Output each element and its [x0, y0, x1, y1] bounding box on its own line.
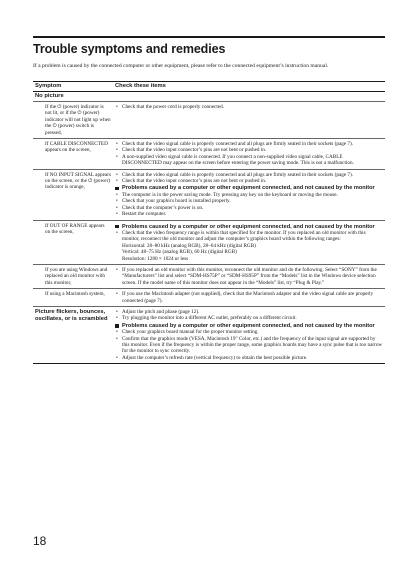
table-row — [33, 306, 385, 363]
table-row — [33, 264, 385, 288]
spec-vertical: Vertical: 48–75 Hz (analog RGB), 60 Hz (digital RGB) — [122, 249, 237, 256]
table-row — [33, 102, 385, 139]
table-row — [33, 139, 385, 170]
header-symptom: Symptom — [33, 82, 113, 92]
category-heading: Problems caused by a computer or other equipment connected, and not caused by the monitor — [115, 323, 383, 329]
section-no-picture: No picture — [33, 92, 385, 102]
remedy-cell — [113, 289, 385, 307]
section-row — [33, 92, 385, 102]
table-header-row — [33, 82, 385, 92]
remedy-item: • Adjust the computer’s refresh rate (vertical frequency) to obtain the best possible picture. — [115, 355, 383, 361]
symptom-cell: If using a Macintosh system, — [33, 289, 113, 307]
remedy-item: • Check that the video input connector’s pins are not bent or pushed in. — [115, 178, 383, 184]
table-row — [33, 169, 385, 220]
symptom-cell: If you are using Windows and replaced an old monitor with this monitor, — [33, 264, 113, 288]
remedy-item: • Check your graphics board manual for the proper monitor setting. — [115, 329, 383, 335]
table-row — [33, 289, 385, 307]
category-heading: Problems caused by a computer or other equipment connected, and not caused by the monitor — [115, 185, 383, 191]
remedy-item: • If you replaced an old monitor with this monitor, reconnect the old monitor and do the following. Select “SONY” from the “Manufacturers” list and select “SDM-HS75P” or “SDM-HS95P” from the “Models” list in the Windows device selection screen. If the model name of this monitor does not appear in the “Models” list, try “Plug & Play.” — [115, 267, 383, 286]
symptom-cell-flicker — [33, 306, 113, 363]
remedy-item: • The computer is in the power saving mode. Try pressing any key on the keyboard or moving the mouse. — [115, 192, 383, 198]
symptom-cell: If NO INPUT SIGNAL appears on the screen, or the ⏻ (power) indicator is orange, — [33, 169, 113, 220]
remedy-cell — [113, 169, 385, 220]
remedy-cell — [113, 306, 385, 363]
spec-horizontal: Horizontal: 28–80 kHz (analog RGB), 28–64 kHz (digital RGB) — [122, 242, 256, 249]
remedy-cell — [113, 264, 385, 288]
title-rule — [33, 36, 385, 38]
header-check: Check these items — [113, 82, 385, 92]
remedy-item: • Check that the video frequency range is within that specified for the monitor. If you replaced an old monitor with this monitor, reconnect the old monitor and adjust the computer’s graphics board within the following ranges: — [115, 230, 383, 243]
remedy-item: • Check that your graphics board is installed properly. — [115, 198, 383, 204]
section-flicker-line1: Picture flickers, bounces, — [35, 308, 106, 315]
section-flicker-line2: oscillates, or is scrambled — [35, 315, 108, 322]
symptom-cell: If OUT OF RANGE appears on the screen, — [33, 220, 113, 264]
remedy-item: • Adjust the pitch and phase (page 12). — [115, 309, 383, 315]
symptom-cell: If CABLE DISCONNECTED appears on the screen, — [33, 139, 113, 170]
remedy-cell — [113, 139, 385, 170]
remedy-item: • Check that the power cord is properly connected. — [115, 104, 383, 110]
intro-text: If a problem is caused by the connected computer or other equipment, please refer to the connected equipment’s instruction manual. — [33, 63, 329, 69]
spec-resolution: Resolution: 1280 × 1024 or less — [122, 255, 189, 262]
troubleshooting-table — [33, 81, 385, 364]
page-title: Trouble symptoms and remedies — [33, 42, 226, 56]
remedy-cell — [113, 102, 385, 139]
remedy-item: • Check that the video signal cable is properly connected and all plugs are firmly seated in their sockets (page 7). — [115, 172, 383, 178]
table-row — [33, 220, 385, 264]
remedy-item: • Check that the computer’s power is on. — [115, 205, 383, 211]
category-heading: Problems caused by a computer or other equipment connected, and not caused by the monitor — [115, 224, 383, 230]
remedy-item: • Restart the computer. — [115, 211, 383, 217]
remedy-item: • Check that the video input connector’s pins are not bent or pushed in. — [115, 147, 383, 153]
remedy-item: • If you use the Macintosh adapter (not supplied), check that the Macintosh adapter and the video signal cable are properly connected (page 7). — [115, 291, 383, 304]
page-number: 18 — [33, 534, 47, 548]
remedy-cell — [113, 220, 385, 264]
remedy-item: • Check that the video signal cable is properly connected and all plugs are firmly seated in their sockets (page 7). — [115, 141, 383, 147]
remedy-item: • Confirm that the graphics mode (VESA, Macintosh 19" Color, etc.) and the frequency of the input signal are supported by this monitor. Even if the frequency is within the proper range, some graphics boards may have a sync pulse that is too narrow for the monitor to sync correctly. — [115, 336, 383, 355]
remedy-item: • Try plugging the monitor into a different AC outlet, preferably on a different circuit. — [115, 315, 383, 321]
remedy-item: • A non-supplied video signal cable is connected. If you connect a non-supplied video signal cable, CABLE DISCONNECTED may appear on the screen before entering the power saving mode. This is not a malfunction. — [115, 154, 383, 167]
symptom-cell: If the ⏻ (power) indicator is not lit, or if the ⏻ (power) indicator will not light up when the ⏻ (power) switch is pressed, — [33, 102, 113, 139]
